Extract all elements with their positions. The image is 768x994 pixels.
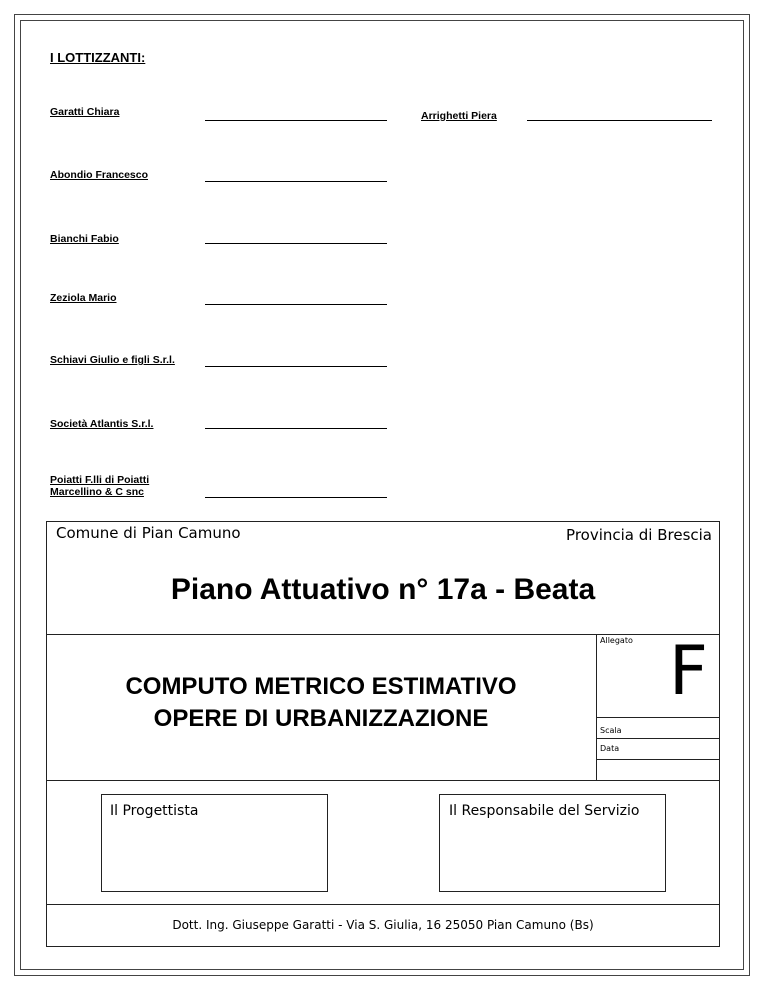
- owners-title: I LOTTIZZANTI:: [50, 50, 146, 65]
- signature-line-garatti: [205, 120, 387, 121]
- progettista-label: Il Progettista: [110, 803, 199, 819]
- signature-line-zeziola: [205, 304, 387, 305]
- document-title-line2: OPERE DI URBANIZZAZIONE: [153, 705, 489, 732]
- owner-name-poiatti-line2: Marcellino & C snc: [50, 486, 144, 498]
- owner-name-poiatti-line1: Poiatti F.lli di Poiatti: [50, 474, 150, 486]
- signature-line-atlantis: [205, 428, 387, 429]
- owner-name-bianchi: Bianchi Fabio: [50, 233, 119, 245]
- provincia-label: Provincia di Brescia: [566, 526, 712, 544]
- scala-label: Scala: [600, 726, 622, 735]
- owner-name-abondio: Abondio Francesco: [50, 169, 149, 181]
- owner-name-arrighetti: Arrighetti Piera: [421, 110, 497, 122]
- signature-line-arrighetti: [527, 120, 712, 121]
- owner-name-garatti: Garatti Chiara: [50, 106, 120, 118]
- scala-divider: [596, 738, 720, 739]
- signature-line-abondio: [205, 181, 387, 182]
- allegato-divider: [596, 717, 720, 718]
- data-divider: [596, 759, 720, 760]
- responsabile-label: Il Responsabile del Servizio: [449, 803, 640, 819]
- signature-line-poiatti: [205, 497, 387, 498]
- comune-label: Comune di Pian Camuno: [56, 524, 241, 542]
- signature-line-bianchi: [205, 243, 387, 244]
- owner-name-atlantis: Società Atlantis S.r.l.: [50, 418, 154, 430]
- document-title-line1: COMPUTO METRICO ESTIMATIVO: [125, 673, 517, 700]
- piano-title: Piano Attuativo n° 17a - Beata: [170, 573, 596, 606]
- allegato-label: Allegato: [600, 636, 633, 645]
- signature-line-schiavi: [205, 366, 387, 367]
- owner-name-schiavi: Schiavi Giulio e figli S.r.l.: [50, 354, 175, 366]
- allegato-value: F: [668, 632, 708, 711]
- footer-address: Dott. Ing. Giuseppe Garatti - Via S. Giulia, 16 25050 Pian Camuno (Bs): [172, 918, 594, 932]
- data-label: Data: [600, 744, 620, 753]
- owner-name-zeziola: Zeziola Mario: [50, 292, 117, 304]
- title-block-divider-3: [46, 904, 720, 905]
